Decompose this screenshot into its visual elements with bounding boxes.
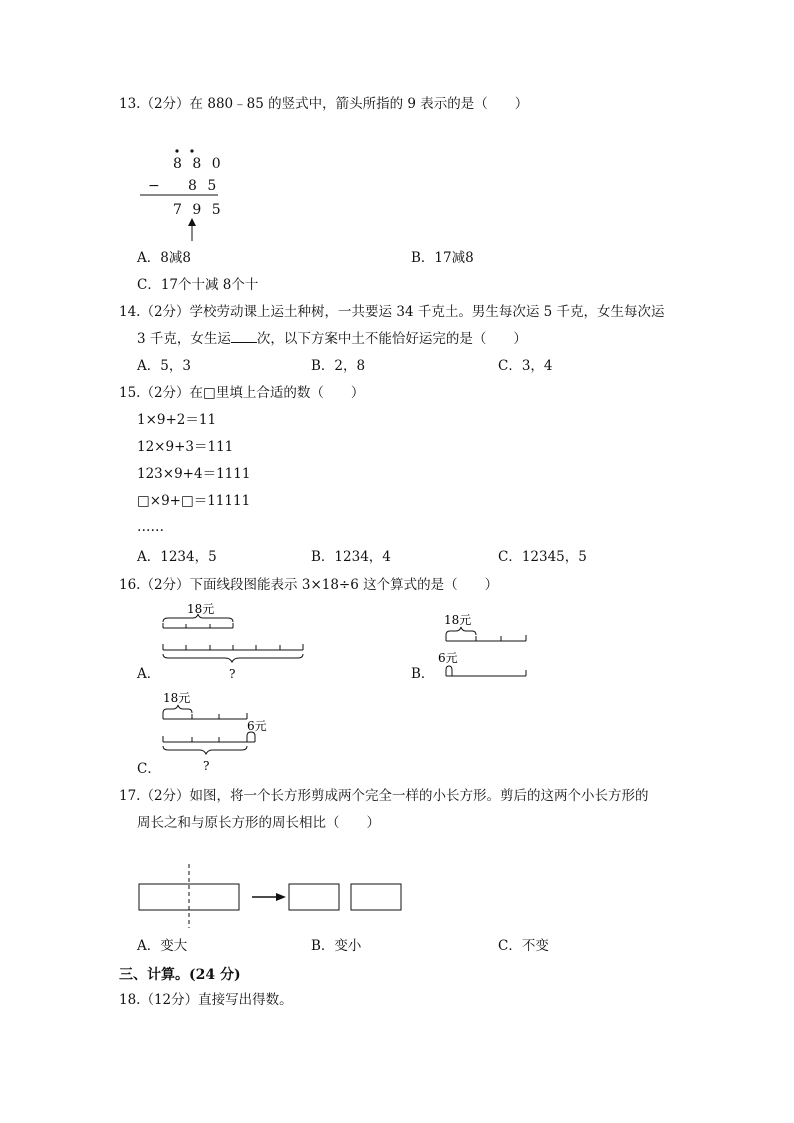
q14-stem-line2-a: 3 千克，女生运 xyxy=(137,331,231,347)
q13-option-b[interactable]: B．17减8 xyxy=(411,250,474,266)
q16c-question-mark: ? xyxy=(203,759,210,773)
q14-stem-line1: 14.（2分）学校劳动课上运土种树，一共要运 34 千克土。男生每次运 5 千克，女生每次运 xyxy=(119,304,665,320)
q17-option-b[interactable]: B．变小 xyxy=(311,938,362,954)
q17-small-rectangle-1 xyxy=(289,884,339,910)
q13-minus-sign: − xyxy=(148,178,160,194)
q16a-question-mark: ? xyxy=(229,667,236,681)
q15-line-4: □×9+□＝11111 xyxy=(137,493,251,509)
q15-option-b[interactable]: B．1234，4 xyxy=(311,549,391,565)
q17-rectangle-figure xyxy=(130,858,410,928)
q16c-bottom-brace xyxy=(163,746,247,754)
q16-stem: 16.（2分）下面线段图能表示 3×18÷6 这个算式的是（ ） xyxy=(119,577,499,593)
q13-bottom-number: 8 5 xyxy=(188,178,220,194)
q16a-bottom-brace xyxy=(163,654,303,662)
q14-option-a[interactable]: A．5，3 xyxy=(137,358,191,374)
q16c-label-6: 6元 xyxy=(247,719,267,733)
q14-option-c[interactable]: C．3，4 xyxy=(498,358,553,374)
q15-line-2: 12×9+3＝111 xyxy=(137,439,234,455)
q15-line-1: 1×9+2＝11 xyxy=(137,412,217,428)
q15-option-c[interactable]: C．12345，5 xyxy=(498,549,587,565)
q16-diagram-b[interactable] xyxy=(436,608,536,684)
q16-option-c[interactable]: C． xyxy=(137,761,161,777)
q15-option-a[interactable]: A．1234，5 xyxy=(137,549,217,565)
q16-diagram-a[interactable] xyxy=(155,598,315,688)
q13-top-number: 8 8 0 xyxy=(173,156,224,172)
q16-option-b[interactable]: B． xyxy=(411,666,435,682)
q16b-top-brace xyxy=(446,627,476,635)
q14-option-b[interactable]: B．2，8 xyxy=(311,358,366,374)
carry-dot xyxy=(190,149,193,152)
section-3-title: 三、计算。(24 分) xyxy=(119,967,241,983)
q18-stem: 18.（12分）直接写出得数。 xyxy=(119,992,293,1008)
q15-line-5: …… xyxy=(137,519,164,535)
q13-option-c[interactable]: C．17个十减 8个十 xyxy=(137,277,259,293)
q16c-label-18: 18元 xyxy=(163,691,191,705)
q13-stem: 13.（2分）在 880﹣85 的竖式中，箭头所指的 9 表示的是（ ） xyxy=(119,96,529,112)
q16-diagram-c[interactable] xyxy=(155,690,280,780)
q14-answer-blank xyxy=(231,330,257,343)
q16-option-a[interactable]: A． xyxy=(137,666,161,682)
q13-option-a[interactable]: A．8减8 xyxy=(137,250,191,266)
q15-line-3: 123×9+4＝1111 xyxy=(137,466,251,482)
q16b-small-brace xyxy=(446,666,452,676)
q14-stem-line2 xyxy=(137,330,527,348)
q14-stem-line2-b: 次，以下方案中土不能恰好运完的是（ ） xyxy=(256,331,527,347)
q17-option-c[interactable]: C．不变 xyxy=(498,938,549,954)
arrow-right-icon xyxy=(276,893,286,901)
q16c-small-brace xyxy=(247,732,255,742)
q17-small-rectangle-2 xyxy=(351,884,401,910)
q15-stem: 15.（2分）在□里填上合适的数（ ） xyxy=(119,385,365,401)
carry-dot xyxy=(175,149,178,152)
q16b-label-18: 18元 xyxy=(444,613,472,627)
q16a-label-18: 18元 xyxy=(187,602,215,616)
arrow-up-icon xyxy=(188,218,196,226)
q16b-label-6: 6元 xyxy=(438,651,458,665)
q17-stem-line2: 周长之和与原长方形的周长相比（ ） xyxy=(137,815,380,831)
q16c-top-brace xyxy=(163,705,192,713)
q16a-top-brace xyxy=(163,614,233,622)
q17-stem-line1: 17.（2分）如图，将一个长方形剪成两个完全一样的小长方形。剪后的这两个小长方形的 xyxy=(119,788,649,804)
q13-result-number: 7 9 5 xyxy=(173,202,224,218)
q17-option-a[interactable]: A．变大 xyxy=(137,938,188,954)
